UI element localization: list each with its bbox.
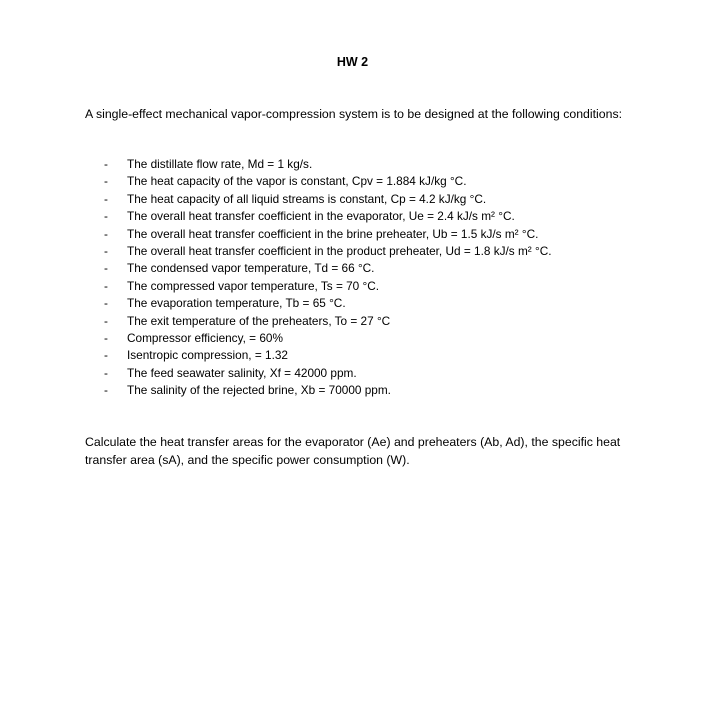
list-item (104, 226, 664, 243)
list-dash: - (104, 383, 108, 398)
list-item (104, 260, 664, 277)
condition-text: The condensed vapor temperature, Td = 66 °C. (127, 261, 375, 276)
list-dash: - (104, 261, 108, 276)
intro-paragraph: A single-effect mechanical vapor-compression system is to be designed at the following conditions: (85, 107, 623, 121)
condition-text: The overall heat transfer coefficient in the evaporator, Ue = 2.4 kJ/s m² °C. (127, 209, 515, 224)
conditions-list (104, 156, 664, 399)
condition-text: The heat capacity of the vapor is constant, Cpv = 1.884 kJ/kg °C. (127, 174, 467, 189)
page-title: HW 2 (336, 55, 369, 69)
list-item (104, 295, 664, 312)
list-dash: - (104, 157, 108, 171)
list-dash: - (104, 278, 108, 293)
list-item (104, 191, 664, 208)
list-dash: - (104, 330, 108, 345)
list-dash: - (104, 209, 108, 224)
condition-text: The feed seawater salinity, Xf = 42000 ppm. (127, 365, 357, 380)
list-item (104, 347, 664, 364)
condition-text: The evaporation temperature, Tb = 65 °C. (127, 296, 346, 311)
list-item (104, 382, 664, 399)
condition-text: The overall heat transfer coefficient in the brine preheater, Ub = 1.5 kJ/s m² °C. (127, 226, 539, 241)
condition-text: The salinity of the rejected brine, Xb = 70000 ppm. (127, 383, 391, 398)
list-item (104, 208, 664, 225)
list-item (104, 156, 664, 173)
list-dash: - (104, 313, 108, 328)
list-dash: - (104, 226, 108, 241)
condition-text: The distillate flow rate, Md = 1 kg/s. (127, 157, 313, 171)
list-item (104, 173, 664, 190)
list-item (104, 313, 664, 330)
list-item (104, 330, 664, 347)
condition-text: Isentropic compression, = 1.32 (127, 348, 288, 363)
list-item (104, 365, 664, 382)
condition-text: Compressor efficiency, = 60% (127, 330, 283, 345)
list-item (104, 243, 664, 260)
condition-text: The exit temperature of the preheaters, To = 27 °C (127, 313, 391, 328)
list-dash: - (104, 296, 108, 311)
list-dash: - (104, 191, 108, 206)
list-dash: - (104, 348, 108, 363)
list-dash: - (104, 174, 108, 189)
condition-text: The heat capacity of all liquid streams is constant, Cp = 4.2 kJ/kg °C. (127, 191, 487, 206)
closing-paragraph: Calculate the heat transfer areas for the evaporator (Ae) and preheaters (Ab, Ad), the specific heat transfer area (sA), and the specific power consumption (W). (85, 435, 621, 467)
list-dash: - (104, 365, 108, 380)
list-item (104, 278, 664, 295)
condition-text: The overall heat transfer coefficient in the product preheater, Ud = 1.8 kJ/s m² °C. (127, 243, 552, 258)
condition-text: The compressed vapor temperature, Ts = 70 °C. (127, 278, 380, 293)
list-dash: - (104, 243, 108, 258)
